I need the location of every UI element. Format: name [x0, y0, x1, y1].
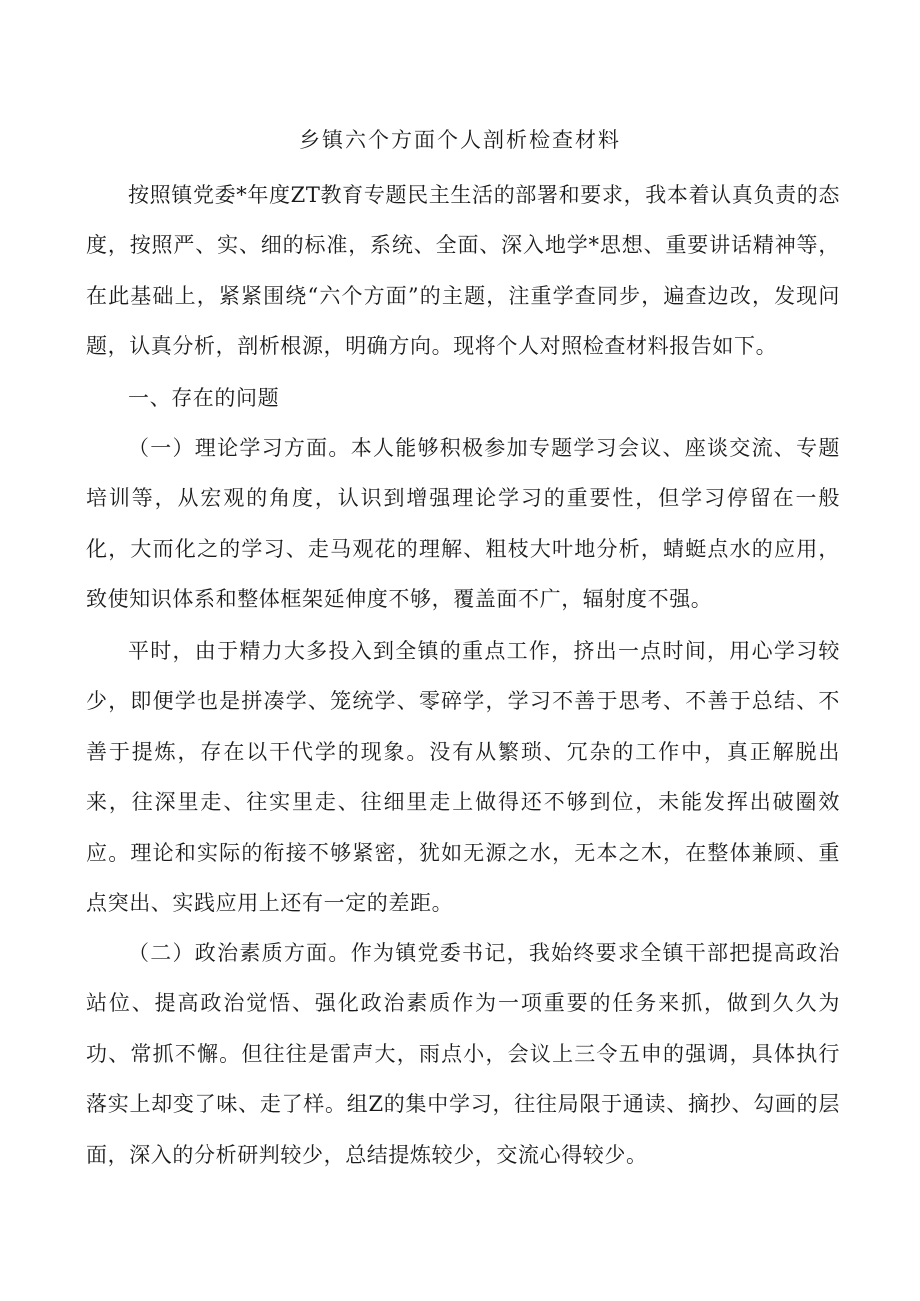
- intro-paragraph: 按照镇党委*年度ZT教育专题民主生活的部署和要求，我本着认真负责的态度，按照严、实、细的标准，系统、全面、深入地学*思想、重要讲话精神等，在此基础上，紧紧围绕“六个方面”的主题，注重学查同步，遍查边改，发现问题，认真分析，剖析根源，明确方向。现将个人对照检查材料报告如下。: [86, 183, 840, 359]
- section-heading: 一、存在的问题: [128, 386, 280, 410]
- political-quality-paragraph: （二）政治素质方面。作为镇党委书记，我始终要求全镇干部把提高政治站位、提高政治觉悟、强化政治素质作为一项重要的任务来抓，做到久久为功、常抓不懈。但往往是雷声大，雨点小，会议上三令五申的强调，具体执行落实上却变了味、走了样。组Z的集中学习，往往局限于通读、摘抄、勾画的层面，深入的分析研判较少，总结提炼较少，交流心得较少。: [86, 941, 840, 1167]
- theory-study-paragraph: （一）理论学习方面。本人能够积极参加专题学习会议、座谈交流、专题培训等，从宏观的角度，认识到增强理论学习的重要性，但学习停留在一般化，大而化之的学习、走马观花的理解、粗枝大叶地分析，蜻蜓点水的应用，致使知识体系和整体框架延伸度不够，覆盖面不广，辐射度不强。: [86, 436, 840, 612]
- document-title: 乡镇六个方面个人剖析检查材料: [299, 128, 621, 152]
- daily-study-paragraph: 平时，由于精力大多投入到全镇的重点工作，挤出一点时间，用心学习较少，即便学也是拼凑学、笼统学、零碎学，学习不善于思考、不善于总结、不善于提炼，存在以干代学的现象。没有从繁琐、冗杂的工作中，真正解脱出来，往深里走、往实里走、往细里走上做得还不够到位，未能发挥出破圈效应。理论和实际的衔接不够紧密，犹如无源之水，无本之木，在整体兼顾、重点突出、实践应用上还有一定的差距。: [86, 639, 840, 916]
